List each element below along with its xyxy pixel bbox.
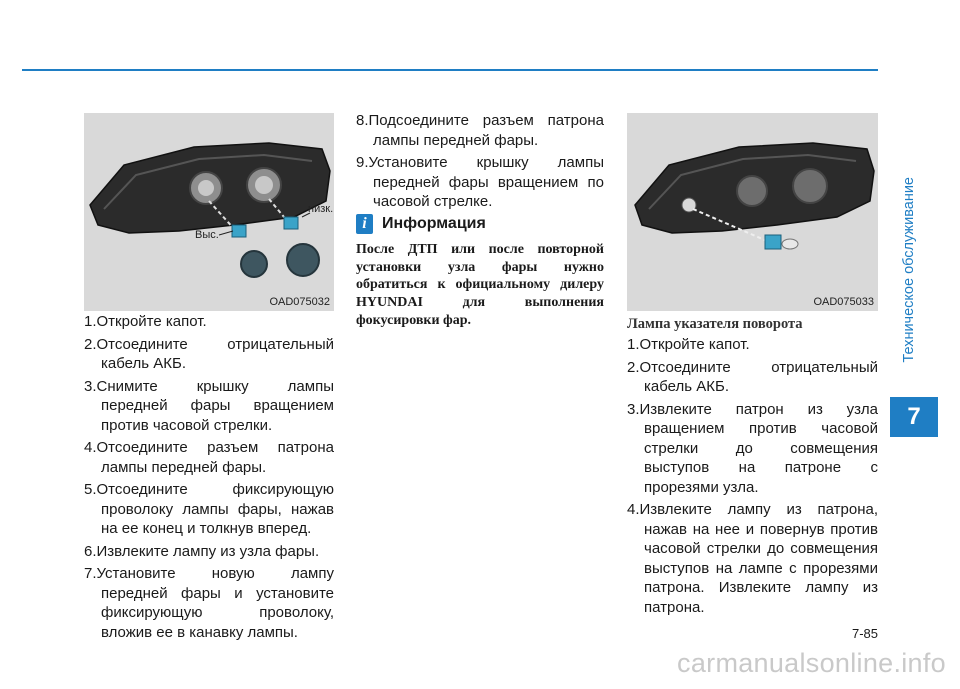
info-line: обратиться к официальному дилеру bbox=[356, 277, 604, 293]
page-number: 7-85 bbox=[851, 626, 878, 641]
list-item: 3.Извлеките патрон из узла вращением против часовой стрелки до совмещения выступов на патроне с прорезями узла. bbox=[627, 400, 878, 496]
figure-code: OAD075032 bbox=[269, 296, 330, 308]
info-line: установки узла фары нужно bbox=[356, 259, 604, 275]
info-title: Информация bbox=[382, 215, 486, 232]
list-item: 2.Отсоедините отрицательный кабель АКБ. bbox=[627, 358, 878, 395]
low-beam-label: низк. bbox=[308, 203, 334, 215]
chapter-tab[interactable]: 7 bbox=[890, 397, 938, 437]
info-text bbox=[356, 241, 604, 330]
turn-signal-figure bbox=[627, 113, 878, 311]
high-beam-label: Выс. bbox=[195, 229, 219, 241]
list-item: 1.Откройте капот. bbox=[627, 336, 750, 353]
turn-signal-illustration bbox=[627, 113, 878, 311]
turn-signal-heading: Лампа указателя поворота bbox=[627, 316, 803, 332]
list-item: 9.Установите крышку лампы передней фары вращением по часовой стрелке. bbox=[356, 154, 604, 210]
headlamp-illustration bbox=[84, 113, 334, 311]
headlamp-steps-col1 bbox=[84, 312, 334, 645]
info-icon: i bbox=[356, 214, 373, 234]
info-header bbox=[356, 213, 486, 235]
figure-code: OAD075033 bbox=[813, 296, 874, 308]
list-item: 3.Снимите крышку лампы передней фары вращением против часовой стрелки. bbox=[84, 377, 334, 434]
turn-signal-steps bbox=[627, 335, 878, 620]
list-item: 6.Извлеките лампу из узла фары. bbox=[84, 542, 320, 560]
info-line: После ДТП или после повторной bbox=[356, 242, 604, 257]
list-item: 1.Откройте капот. bbox=[84, 313, 207, 330]
info-line: HYUNDAI для выполнения bbox=[356, 295, 604, 311]
headlamp-steps-col2 bbox=[356, 111, 604, 215]
chapter-side-title: Техническое обслуживание bbox=[901, 177, 917, 363]
list-item: 5.Отсоедините фиксирующую проволоку лампы фары, нажав на ее конец и толкнув вперед. bbox=[84, 481, 334, 537]
list-item: 4.Извлеките лампу из патрона, нажав на нее и повернув против часовой стрелки до совмещения выступов на лампе с прорезями патрона. Извлеките лампу из патрона. bbox=[627, 501, 878, 616]
info-line: фокусировки фар. bbox=[356, 312, 472, 328]
headlamp-bulb-figure bbox=[84, 113, 334, 311]
watermark: carmanualsonline.info bbox=[677, 648, 946, 678]
header-rule bbox=[22, 69, 878, 71]
list-item: 7.Установите новую лампу передней фары и установите фиксирующую проволоку, вложив ее в канавку лампы. bbox=[84, 565, 334, 641]
list-item: 8.Подсоедините разъем патрона лампы передней фары. bbox=[356, 112, 604, 149]
list-item: 2.Отсоедините отрицательный кабель АКБ. bbox=[84, 335, 334, 372]
list-item: 4.Отсоедините разъем патрона лампы передней фары. bbox=[84, 439, 334, 476]
